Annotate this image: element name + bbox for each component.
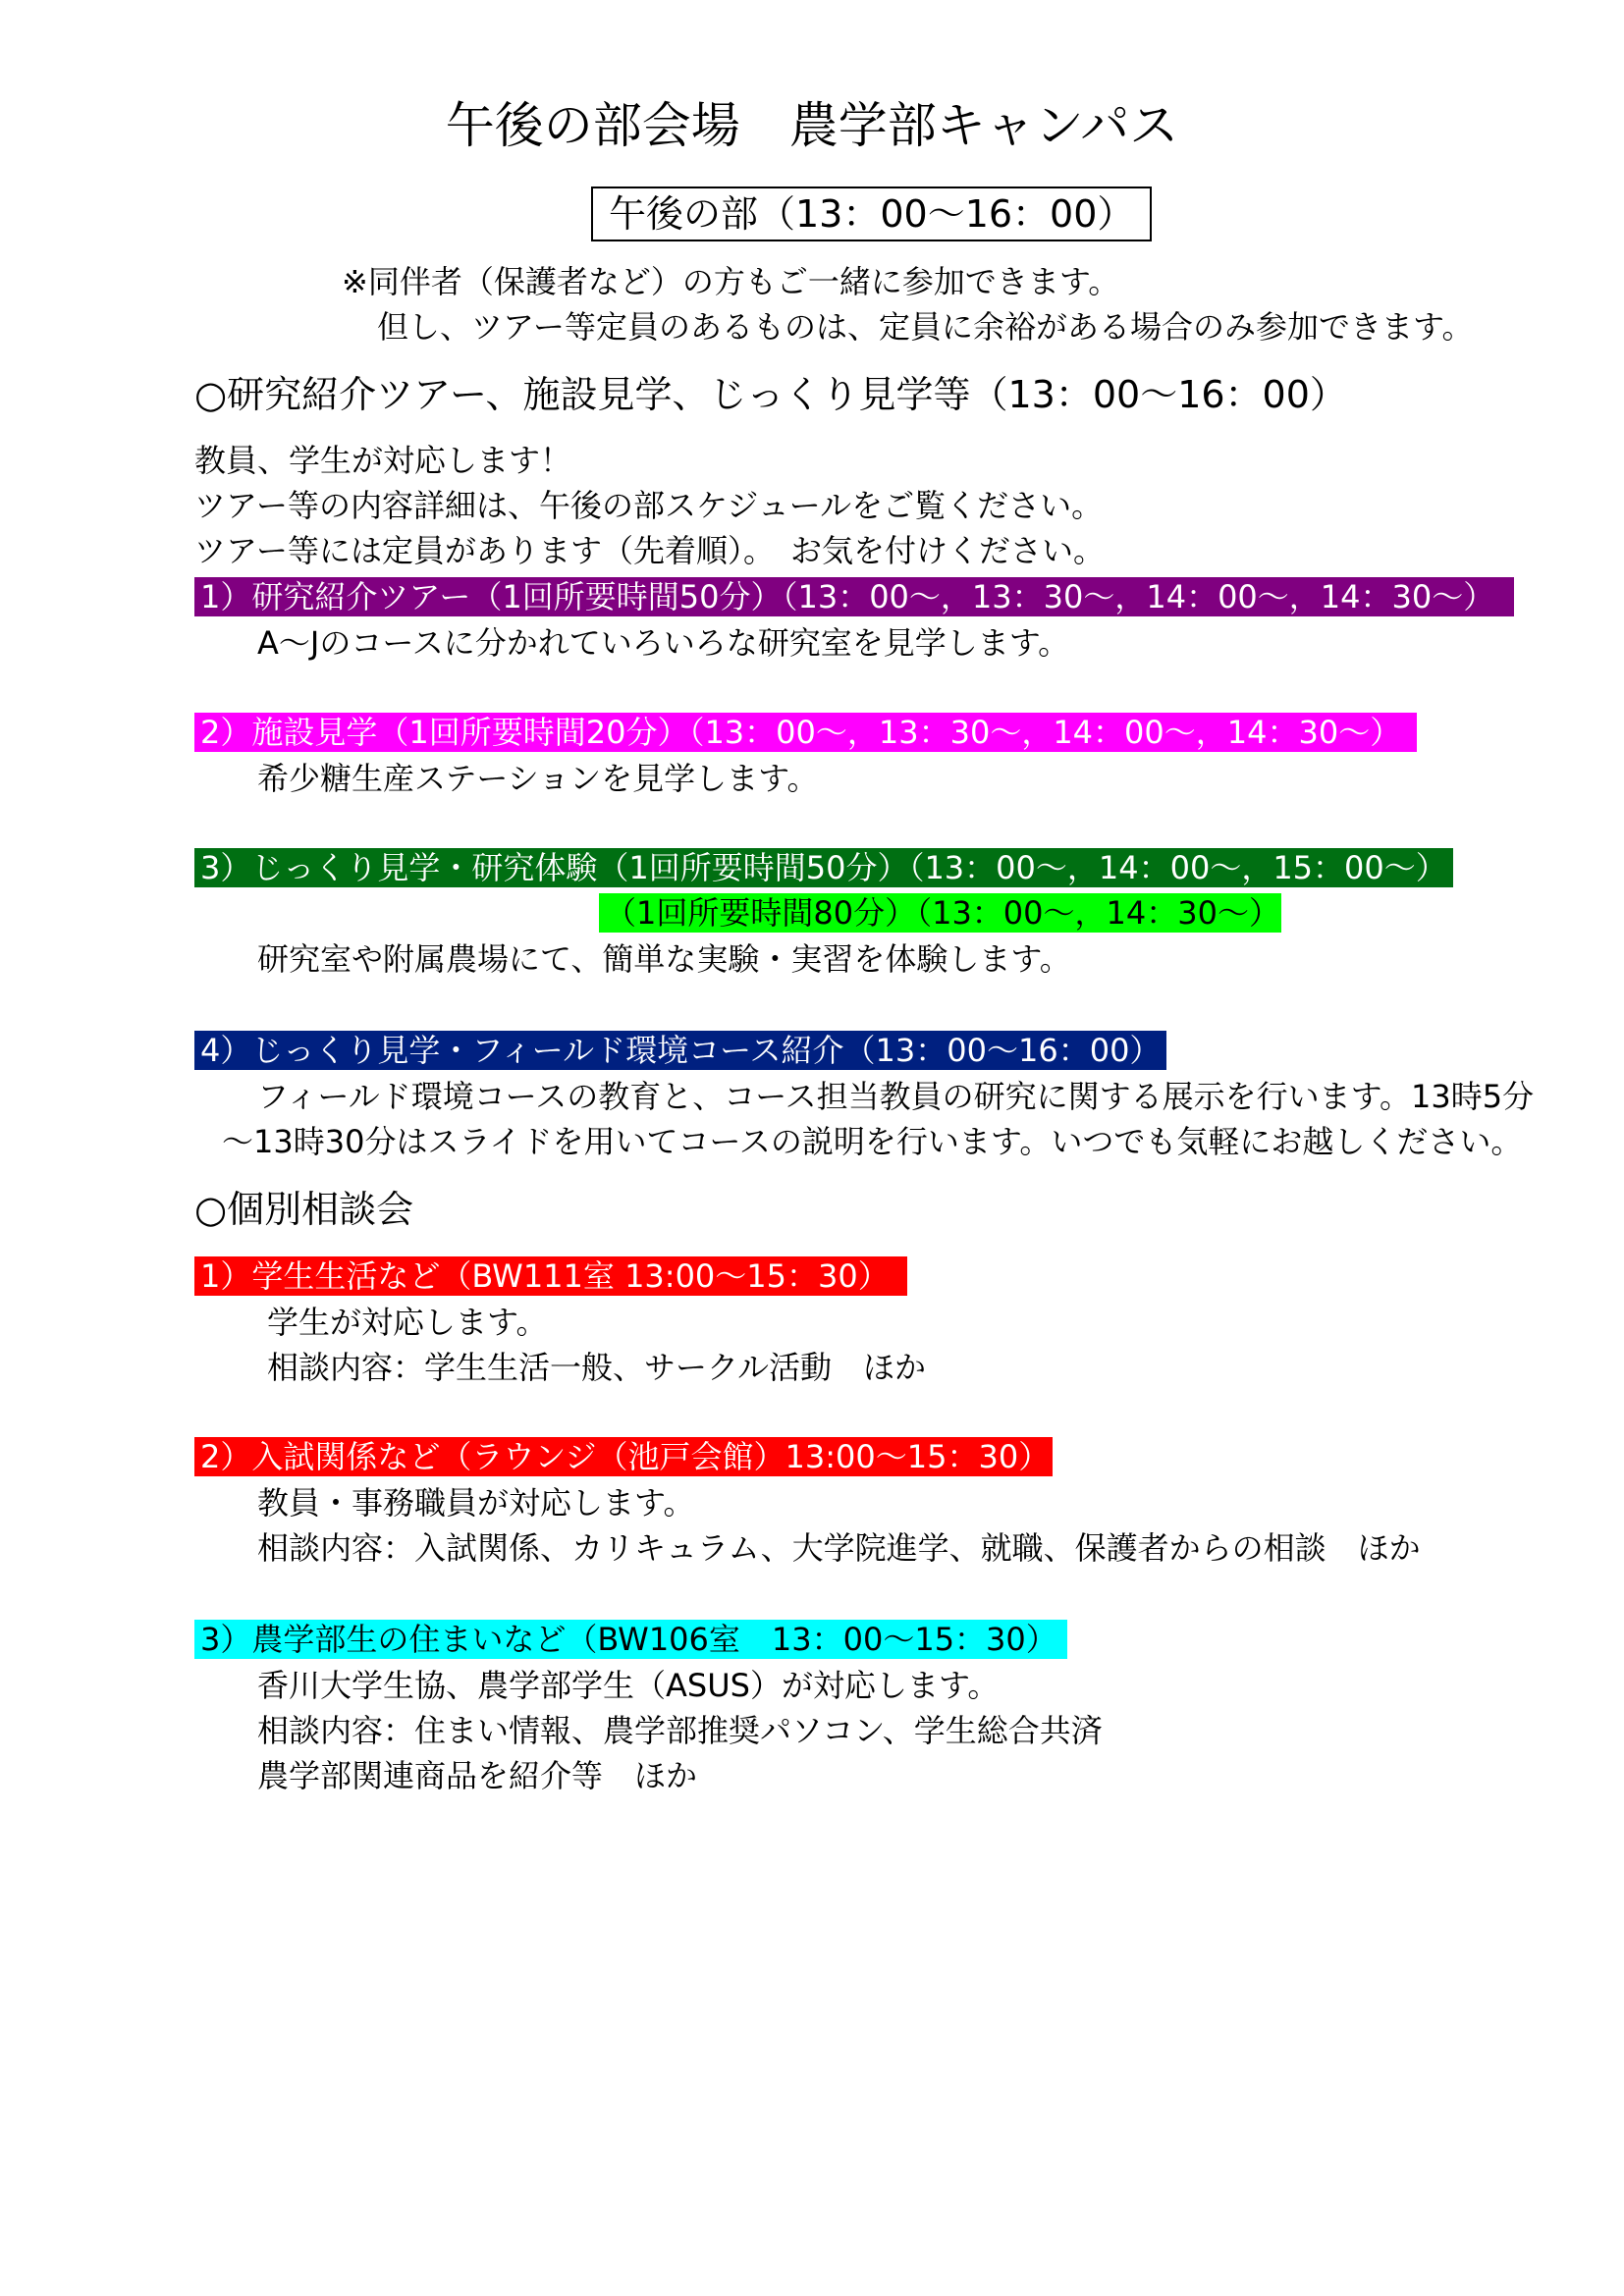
item-research-tour-label: 1）研究紹介ツアー（1回所要時間50分）（13：00〜，13：30〜，14：00〜，14：30〜） (194, 577, 1514, 616)
item-research-experience-label: 3）じっくり見学・研究体験（1回所要時間50分）（13：00〜，14：00〜，15：00〜） (194, 848, 1453, 887)
item-research-experience-desc: 研究室や附属農場にて、簡単な実験・実習を体験します。 (257, 940, 1071, 978)
section-heading-tours: ○研究紹介ツアー、施設見学、じっくり見学等（13：00〜16：00） (194, 373, 1347, 416)
item-field-course-desc-1: フィールド環境コースの教育と、コース担当教員の研究に関する展示を行います。13時5分 (257, 1078, 1535, 1115)
item-facility-tour-label: 2）施設見学（1回所要時間20分）（13：00〜，13：30〜，14：00〜，14：30〜） (194, 713, 1417, 752)
consult-housing-line-2: 相談内容：住まい情報、農学部推奨パソコン、学生総合共済 (257, 1712, 1103, 1749)
note-line-1: ※同伴者（保護者など）の方もご一緒に参加できます。 (342, 263, 1120, 300)
consult-housing-line-3: 農学部関連商品を紹介等 ほか (257, 1757, 698, 1794)
intro-line-2: ツアー等の内容詳細は、午後の部スケジュールをご覧ください。 (194, 487, 1104, 524)
item-research-experience-label-2: （1回所要時間80分）（13：00〜，14：30〜） (599, 893, 1281, 933)
intro-line-3: ツアー等には定員があります（先着順）。 お気を付けください。 (194, 532, 1106, 569)
consult-admission-line-1: 教員・事務職員が対応します。 (257, 1484, 695, 1522)
consult-housing-line-1: 香川大学生協、農学部学生（ASUS）が対応します。 (257, 1667, 1000, 1704)
consult-student-life-line-2: 相談内容：学生生活一般、サークル活動 ほか (267, 1349, 927, 1386)
consult-student-life-line-1: 学生が対応します。 (267, 1304, 548, 1341)
item-facility-tour-desc: 希少糖生産ステーションを見学します。 (257, 760, 819, 797)
page-title: 午後の部会場 農学部キャンパス (445, 97, 1179, 154)
note-line-2: 但し、ツアー等定員のあるものは、定員に余裕がある場合のみ参加できます。 (377, 308, 1474, 346)
consult-housing-label: 3）農学部生の住まいなど（BW106室 13：00〜15：30） (194, 1620, 1067, 1659)
item-research-tour-desc: A〜Jのコースに分かれていろいろな研究室を見学します。 (257, 624, 1070, 662)
session-time-box: 午後の部（13：00〜16：00） (591, 187, 1152, 241)
item-field-course-label: 4）じっくり見学・フィールド環境コース紹介（13：00〜16：00） (194, 1031, 1166, 1070)
item-field-course-desc-2: 〜13時30分はスライドを用いてコースの説明を行います。いつでも気軽にお越しください。 (222, 1123, 1523, 1160)
consult-admission-line-2: 相談内容：入試関係、カリキュラム、大学院進学、就職、保護者からの相談 ほか (257, 1529, 1421, 1567)
section-heading-consultation: ○個別相談会 (194, 1188, 414, 1231)
intro-line-1: 教員、学生が対応します！ (194, 442, 572, 479)
consult-admission-label: 2）入試関係など（ラウンジ（池戸会館）13:00〜15：30） (194, 1437, 1053, 1476)
consult-student-life-label: 1）学生生活など（BW111室 13:00〜15：30） (194, 1256, 907, 1296)
